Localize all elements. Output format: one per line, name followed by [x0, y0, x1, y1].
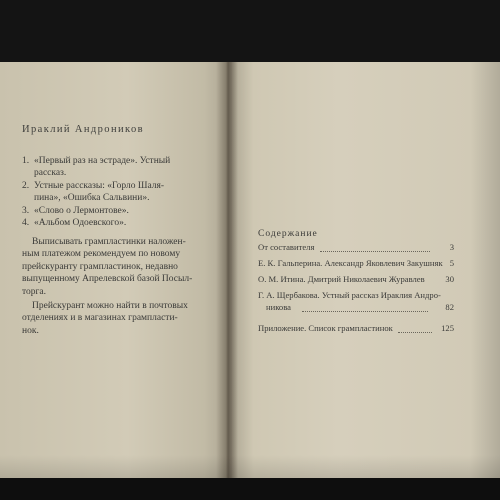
work-line: «Первый раз на эстраде». Устный — [34, 156, 171, 166]
page-edge-shadow — [470, 62, 500, 478]
paragraph-line: выпущенному Апрелевской базой Посыл- — [22, 274, 193, 285]
toc-leader-dots — [302, 311, 428, 312]
toc-entry-title: Е. К. Гальперина. Александр Яковлевич Закушняк — [258, 258, 443, 268]
work-number: 2. — [22, 181, 30, 191]
toc-entry-title: О. М. Итина. Дмитрий Николаевич Журавлев — [258, 274, 425, 284]
page-bottom-shadow — [0, 455, 500, 478]
paragraph-line: Выписывать грампластинки наложен- — [32, 237, 186, 247]
paragraph-line: прейскуранту грампластинок, недавно — [22, 261, 178, 272]
work-number: 1. — [22, 156, 30, 166]
toc-entry — [258, 323, 454, 335]
work-item — [22, 180, 172, 204]
toc-page-number: 125 — [441, 323, 454, 333]
right-page — [232, 62, 500, 478]
toc-page-number: 3 — [449, 242, 454, 252]
book-gutter — [216, 62, 238, 478]
order-paragraph — [22, 236, 210, 298]
work-item — [22, 155, 172, 179]
author-heading: Ираклий Андроников — [22, 124, 144, 135]
toc-entry-title: Приложение. Список грампластинок — [258, 323, 393, 333]
paragraph-line: торга. — [22, 286, 47, 297]
toc-page-number: 5 — [449, 258, 454, 268]
toc-page-number: 30 — [445, 274, 454, 284]
work-line: «Альбом Одоевского». — [34, 218, 127, 228]
paragraph-line: нок. — [22, 325, 39, 336]
toc-entry — [258, 290, 454, 316]
work-number: 3. — [22, 206, 30, 216]
toc-leader-dots — [320, 251, 430, 252]
paragraph-line: ным платежом рекомендуем по новому — [22, 249, 181, 260]
toc-entry-title-continued: никова — [266, 301, 291, 312]
contents-heading: Содержание — [258, 229, 318, 239]
work-number: 4. — [22, 218, 30, 228]
toc-entry-title: Г. А. Щербакова. Устный рассказ Ираклия Андро- — [258, 290, 441, 300]
background-bottom — [0, 478, 500, 500]
background-top — [0, 0, 500, 62]
toc-entry — [258, 274, 454, 286]
toc-entry — [258, 242, 454, 254]
work-line: Устные рассказы: «Горло Шаля- — [34, 181, 165, 191]
toc-entry — [258, 258, 454, 270]
work-line: рассказ. — [34, 168, 67, 179]
work-item — [22, 205, 172, 217]
work-line: пина», «Ошибка Сальвини». — [34, 193, 150, 204]
paragraph-line: отделениях и в магазинах грампласти- — [22, 313, 178, 324]
work-line: «Слово о Лермонтове». — [34, 206, 129, 216]
catalog-paragraph — [22, 300, 210, 337]
work-item — [22, 217, 172, 229]
paragraph-line: Прейскурант можно найти в почтовых — [32, 301, 188, 311]
toc-entry-title: От составителя — [258, 242, 315, 252]
toc-page-number: 82 — [445, 302, 454, 312]
toc-leader-dots — [398, 332, 432, 333]
